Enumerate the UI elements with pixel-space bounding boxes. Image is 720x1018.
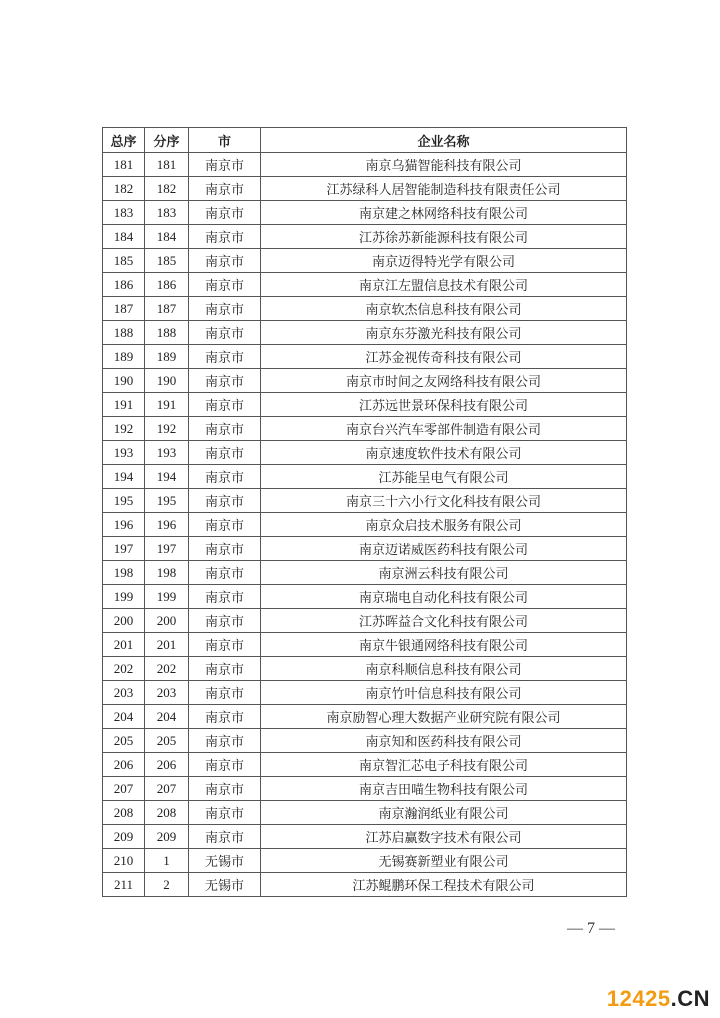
company-name-cell: 南京建之林网络科技有限公司 [261,201,627,225]
sub-index-cell: 194 [145,465,189,489]
table-row [103,465,627,489]
sub-index-cell: 1 [145,849,189,873]
sub-index-cell: 202 [145,657,189,681]
company-name-cell: 江苏绿科人居智能制造科技有限责任公司 [261,177,627,201]
company-name-cell: 南京乌猫智能科技有限公司 [261,153,627,177]
total-index-cell: 209 [103,825,145,849]
table-row [103,441,627,465]
city-cell: 南京市 [189,345,261,369]
sub-index-cell: 208 [145,801,189,825]
sub-index-cell: 205 [145,729,189,753]
city-cell: 南京市 [189,801,261,825]
table-row [103,417,627,441]
company-name-cell: 江苏远世景环保科技有限公司 [261,393,627,417]
city-cell: 无锡市 [189,849,261,873]
total-index-cell: 184 [103,225,145,249]
table-row [103,513,627,537]
table-row [103,705,627,729]
company-name-cell: 南京科顺信息科技有限公司 [261,657,627,681]
total-index-cell: 194 [103,465,145,489]
table-header-row [103,128,627,153]
company-name-cell: 南京知和医药科技有限公司 [261,729,627,753]
company-name-cell: 江苏徐苏新能源科技有限公司 [261,225,627,249]
sub-index-cell: 201 [145,633,189,657]
table-row [103,249,627,273]
city-cell: 南京市 [189,153,261,177]
sub-index-cell: 190 [145,369,189,393]
total-index-cell: 204 [103,705,145,729]
company-name-cell: 南京江左盟信息技术有限公司 [261,273,627,297]
total-index-cell: 198 [103,561,145,585]
table-row [103,609,627,633]
total-index-cell: 203 [103,681,145,705]
total-index-cell: 201 [103,633,145,657]
city-cell: 南京市 [189,273,261,297]
table-row [103,825,627,849]
table-row [103,849,627,873]
watermark-digits: 12425 [606,986,671,1011]
company-name-cell: 江苏金视传奇科技有限公司 [261,345,627,369]
company-name-cell: 江苏鲲鹏环保工程技术有限公司 [261,873,627,897]
city-cell: 南京市 [189,825,261,849]
sub-index-cell: 203 [145,681,189,705]
company-name-cell: 江苏启赢数字技术有限公司 [261,825,627,849]
total-index-cell: 197 [103,537,145,561]
total-index-cell: 200 [103,609,145,633]
city-cell: 南京市 [189,201,261,225]
company-name-cell: 南京励智心理大数据产业研究院有限公司 [261,705,627,729]
sub-index-cell: 188 [145,321,189,345]
table-row [103,633,627,657]
city-cell: 南京市 [189,441,261,465]
header-company-name: 企业名称 [261,128,627,153]
company-name-cell: 南京瑞电自动化科技有限公司 [261,585,627,609]
sub-index-cell: 181 [145,153,189,177]
table-row [103,345,627,369]
sub-index-cell: 207 [145,777,189,801]
enterprise-list-table [102,127,627,897]
city-cell: 南京市 [189,585,261,609]
table-row [103,369,627,393]
total-index-cell: 211 [103,873,145,897]
sub-index-cell: 196 [145,513,189,537]
total-index-cell: 210 [103,849,145,873]
total-index-cell: 191 [103,393,145,417]
company-name-cell: 南京迈得特光学有限公司 [261,249,627,273]
total-index-cell: 192 [103,417,145,441]
total-index-cell: 196 [103,513,145,537]
city-cell: 南京市 [189,297,261,321]
sub-index-cell: 195 [145,489,189,513]
city-cell: 南京市 [189,489,261,513]
sub-index-cell: 192 [145,417,189,441]
company-name-cell: 江苏能呈电气有限公司 [261,465,627,489]
company-name-cell: 南京竹叶信息科技有限公司 [261,681,627,705]
total-index-cell: 183 [103,201,145,225]
total-index-cell: 190 [103,369,145,393]
company-name-cell: 南京速度软件技术有限公司 [261,441,627,465]
total-index-cell: 208 [103,801,145,825]
city-cell: 南京市 [189,321,261,345]
total-index-cell: 187 [103,297,145,321]
total-index-cell: 182 [103,177,145,201]
sub-index-cell: 204 [145,705,189,729]
table-row [103,177,627,201]
sub-index-cell: 184 [145,225,189,249]
company-name-cell: 南京智汇芯电子科技有限公司 [261,753,627,777]
sub-index-cell: 206 [145,753,189,777]
city-cell: 南京市 [189,729,261,753]
total-index-cell: 185 [103,249,145,273]
sub-index-cell: 187 [145,297,189,321]
company-name-cell: 江苏晖益合文化科技有限公司 [261,609,627,633]
city-cell: 南京市 [189,753,261,777]
total-index-cell: 186 [103,273,145,297]
city-cell: 南京市 [189,561,261,585]
city-cell: 南京市 [189,657,261,681]
sub-index-cell: 199 [145,585,189,609]
company-name-cell: 南京软杰信息科技有限公司 [261,297,627,321]
table-row [103,657,627,681]
table-row [103,297,627,321]
company-name-cell: 南京吉田喵生物科技有限公司 [261,777,627,801]
table-row [103,153,627,177]
city-cell: 南京市 [189,513,261,537]
company-name-cell: 南京牛银通网络科技有限公司 [261,633,627,657]
site-watermark [607,986,710,1012]
total-index-cell: 195 [103,489,145,513]
sub-index-cell: 198 [145,561,189,585]
city-cell: 南京市 [189,465,261,489]
table-row [103,873,627,897]
total-index-cell: 193 [103,441,145,465]
total-index-cell: 205 [103,729,145,753]
company-name-cell: 南京洲云科技有限公司 [261,561,627,585]
sub-index-cell: 191 [145,393,189,417]
sub-index-cell: 183 [145,201,189,225]
city-cell: 南京市 [189,249,261,273]
sub-index-cell: 193 [145,441,189,465]
total-index-cell: 188 [103,321,145,345]
sub-index-cell: 186 [145,273,189,297]
city-cell: 无锡市 [189,873,261,897]
city-cell: 南京市 [189,681,261,705]
city-cell: 南京市 [189,177,261,201]
sub-index-cell: 189 [145,345,189,369]
header-sub-index: 分序 [145,128,189,153]
city-cell: 南京市 [189,393,261,417]
table-row [103,777,627,801]
company-name-cell: 无锡赛新塑业有限公司 [261,849,627,873]
table-row [103,489,627,513]
table-row [103,225,627,249]
company-name-cell: 南京台兴汽车零部件制造有限公司 [261,417,627,441]
sub-index-cell: 182 [145,177,189,201]
total-index-cell: 181 [103,153,145,177]
table-row [103,273,627,297]
company-name-cell: 南京市时间之友网络科技有限公司 [261,369,627,393]
table-row [103,729,627,753]
table-row [103,801,627,825]
watermark-tld: .CN [670,986,710,1011]
sub-index-cell: 185 [145,249,189,273]
table-row [103,393,627,417]
table-row [103,201,627,225]
table-body [103,153,627,897]
total-index-cell: 199 [103,585,145,609]
total-index-cell: 207 [103,777,145,801]
city-cell: 南京市 [189,633,261,657]
city-cell: 南京市 [189,417,261,441]
total-index-cell: 206 [103,753,145,777]
page-number: — 7 — [567,920,615,937]
header-city: 市 [189,128,261,153]
city-cell: 南京市 [189,777,261,801]
company-name-cell: 南京三十六小行文化科技有限公司 [261,489,627,513]
header-total-index: 总序 [103,128,145,153]
table-row [103,585,627,609]
total-index-cell: 189 [103,345,145,369]
sub-index-cell: 209 [145,825,189,849]
table-row [103,753,627,777]
sub-index-cell: 2 [145,873,189,897]
company-name-cell: 南京迈诺威医药科技有限公司 [261,537,627,561]
sub-index-cell: 197 [145,537,189,561]
company-name-cell: 南京东芬激光科技有限公司 [261,321,627,345]
company-name-cell: 南京众启技术服务有限公司 [261,513,627,537]
company-name-cell: 南京瀚润纸业有限公司 [261,801,627,825]
city-cell: 南京市 [189,609,261,633]
table-row [103,681,627,705]
table-row [103,537,627,561]
total-index-cell: 202 [103,657,145,681]
city-cell: 南京市 [189,369,261,393]
table-row [103,561,627,585]
city-cell: 南京市 [189,705,261,729]
city-cell: 南京市 [189,225,261,249]
city-cell: 南京市 [189,537,261,561]
sub-index-cell: 200 [145,609,189,633]
table-row [103,321,627,345]
